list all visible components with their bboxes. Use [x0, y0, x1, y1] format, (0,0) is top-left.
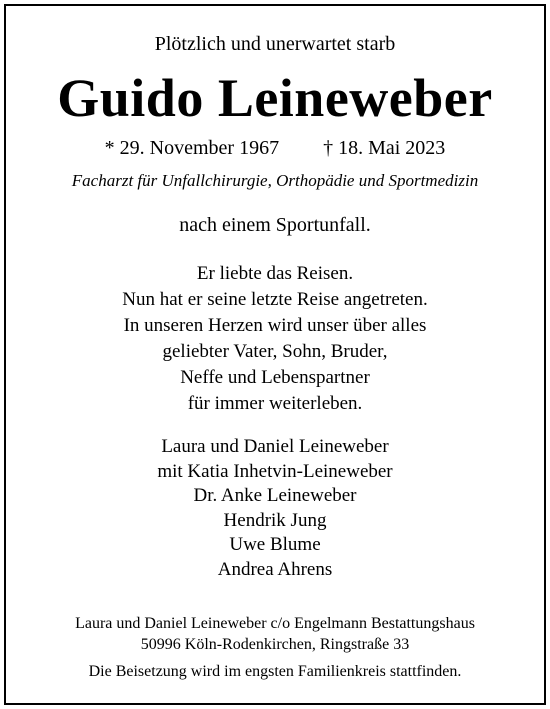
mourner: Andrea Ahrens	[217, 558, 333, 580]
mourner: mit Katia Inhetvin-Leineweber	[157, 460, 393, 482]
obituary-notice	[4, 4, 546, 705]
poem-line: Nun hat er seine letzte Reise angetreten.	[122, 289, 428, 310]
poem-line: Neffe und Lebenspartner	[180, 367, 370, 388]
poem-line: Er liebte das Reisen.	[196, 263, 354, 284]
life-dates	[6, 137, 544, 160]
profession: Facharzt für Unfallchirurgie, Orthopädie und Sportmedizin	[71, 171, 479, 190]
deceased-name: Guido Leineweber	[57, 68, 493, 128]
intro-text: Plötzlich und unerwartet starb	[154, 33, 396, 55]
cause-of-death: nach einem Sportunfall.	[179, 214, 371, 236]
poem-line: für immer weiterleben.	[187, 393, 363, 414]
poem-line: geliebter Vater, Sohn, Bruder,	[162, 341, 388, 362]
poem	[6, 261, 544, 417]
address-line: Laura und Daniel Leineweber c/o Engelmann Bestattungshaus	[75, 615, 475, 632]
funeral-note: Die Beisetzung wird im engsten Familienkreis stattfinden.	[88, 663, 462, 680]
mourner: Laura und Daniel Leineweber	[161, 436, 389, 457]
mourners-list	[6, 435, 544, 582]
address-line: 50996 Köln-Rodenkirchen, Ringstraße 33	[140, 636, 410, 653]
death-date: † 18. Mai 2023	[323, 137, 446, 159]
birth-date: * 29. November 1967	[104, 137, 280, 159]
contact-address	[6, 613, 544, 655]
mourner: Dr. Anke Leineweber	[193, 485, 357, 506]
mourner: Uwe Blume	[229, 534, 321, 555]
poem-line: In unseren Herzen wird unser über alles	[123, 315, 427, 336]
mourner: Hendrik Jung	[223, 509, 327, 531]
